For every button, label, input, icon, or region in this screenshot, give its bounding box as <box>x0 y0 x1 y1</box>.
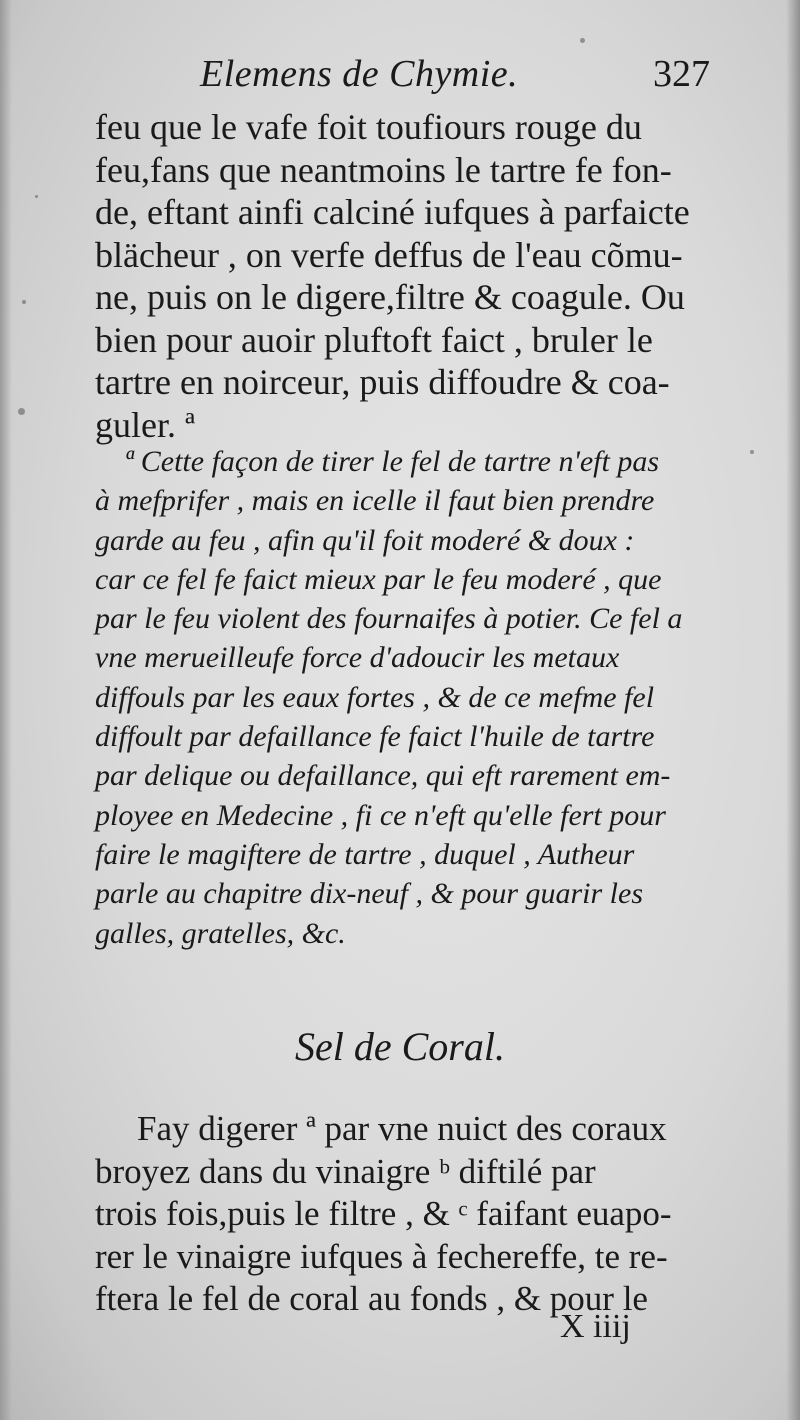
page-edge-right <box>786 0 800 1420</box>
page-edge-left <box>0 0 12 1420</box>
note-line: diffoult par defaillance fe faict l'huile de tartre <box>95 720 655 754</box>
note-line: galles, gratelles, &c. <box>95 916 346 950</box>
annotation-note <box>95 442 710 953</box>
ink-speck <box>35 195 38 198</box>
page-number: 327 <box>653 53 710 95</box>
note-line: par delique ou defaillance, qui eft rarement em- <box>95 759 671 793</box>
paragraph-tartre <box>95 106 710 446</box>
signature-mark: X iiij <box>560 1308 631 1345</box>
text-line: de, eftant ainfi calciné iufques à parfaicte <box>95 192 690 232</box>
note-line: garde au feu , afin qu'il foit moderé & doux : <box>95 523 635 557</box>
ink-speck <box>22 300 26 304</box>
text-line: rer le vinaigre iufques à fechereffe, te re- <box>95 1236 668 1276</box>
note-line: à mefprifer , mais en icelle il faut bien prendre <box>95 484 655 518</box>
text-line: broyez dans du vinaigre ᵇ diftilé par <box>95 1151 596 1191</box>
text-line: ftera le fel de coral au fonds , & pour le <box>95 1279 648 1319</box>
text-line: trois fois,puis le filtre , & ᶜ faifant euapo- <box>95 1194 672 1234</box>
note-line: car ce fel fe faict mieux par le feu moderé , que <box>95 562 662 596</box>
note-line: ployee en Medecine , fi ce n'eft qu'elle fert pour <box>95 798 666 832</box>
text-line: tartre en noirceur, puis diffoudre & coa- <box>95 362 670 402</box>
note-line: faire le magiftere de tartre , duquel , Autheur <box>95 837 635 871</box>
text-line: blächeur , on verfe deffus de l'eau cõmu- <box>95 234 683 275</box>
note-line: diffouls par les eaux fortes , & de ce mefme fel <box>95 680 655 714</box>
running-title: Elemens de Chymie. <box>200 53 519 95</box>
ink-speck <box>18 408 25 415</box>
note-line: ª Cette façon de tirer le fel de tartre n'eft pas <box>125 445 660 478</box>
text-line: ne, puis on le digere,filtre & coagule. Ou <box>95 277 685 317</box>
ink-speck <box>750 450 754 454</box>
text-line: feu que le vafe foit toufiours rouge du <box>95 107 642 147</box>
running-header <box>200 52 710 102</box>
text-line: feu,fans que neantmoins le tartre fe fon- <box>95 149 672 190</box>
text-line: bien pour auoir pluftoft faict , bruler le <box>95 319 653 360</box>
note-line: parle au chapitre dix-neuf , & pour guarir les <box>95 877 643 911</box>
text-line: guler. ª <box>95 404 195 445</box>
text-line: Fay digerer ª par vne nuict des coraux <box>137 1109 667 1148</box>
paragraph-coral <box>95 1108 710 1321</box>
note-line: par le feu violent des fournaifes à potier. Ce fel a <box>95 602 683 636</box>
ink-speck <box>580 38 585 43</box>
note-line: vne merueilleufe force d'adoucir les metaux <box>95 641 620 675</box>
section-heading: Sel de Coral. <box>295 1024 505 1069</box>
